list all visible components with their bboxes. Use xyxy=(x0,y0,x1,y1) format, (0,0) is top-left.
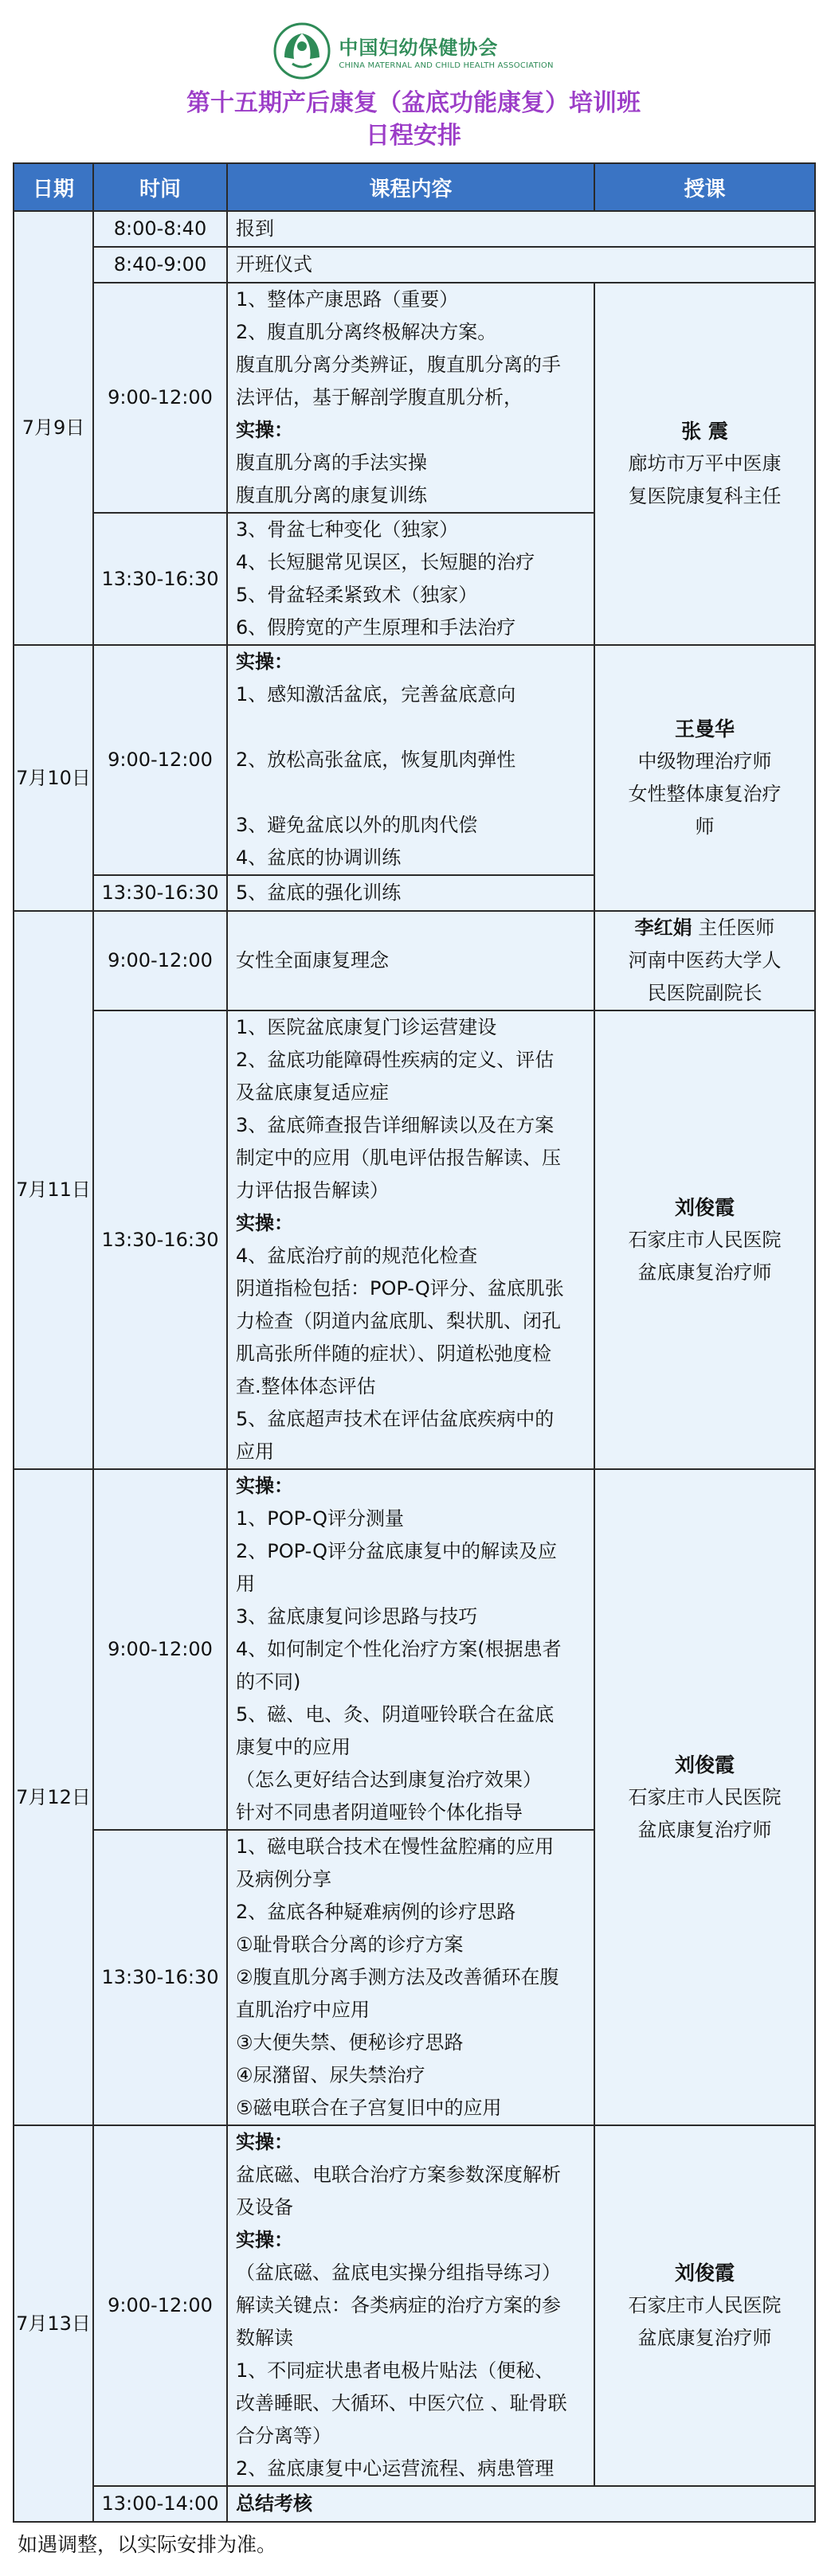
content-spacer xyxy=(236,776,586,809)
time-cell: 9:00-12:00 xyxy=(93,911,227,1010)
content-line: 腹直肌分离分类辨证，腹直肌分离的手 xyxy=(236,354,561,376)
content-line: 解读关键点：各类病症的治疗方案的参 xyxy=(236,2294,561,2316)
course-content xyxy=(227,911,594,1010)
content-line: 3、骨盆七种变化（独家） xyxy=(236,518,459,541)
content-line: 5、磁、电、灸、阴道哑铃联合在盆底 xyxy=(236,1703,555,1726)
content-line: 制定中的应用（肌电评估报告解读、压 xyxy=(236,1147,561,1169)
teacher-affiliation: 廊坊市万平中医康 xyxy=(628,452,782,475)
teacher-cell xyxy=(594,2125,815,2486)
date-cell: 7月12日 xyxy=(14,1469,93,2125)
course-content xyxy=(227,1469,594,1830)
content-line: 实操： xyxy=(236,2131,293,2153)
org-name-en: CHINA MATERNAL AND CHILD HEALTH ASSOCIATION xyxy=(339,61,554,70)
content-line: 总结考核 xyxy=(236,2492,312,2515)
table-row xyxy=(14,2486,815,2522)
time-cell: 13:30-16:30 xyxy=(93,1830,227,2125)
time-cell: 9:00-12:00 xyxy=(93,2125,227,2486)
content-line: 力检查（阴道内盆底肌、梨状肌、闭孔 xyxy=(236,1310,561,1332)
date-cell: 7月10日 xyxy=(14,645,93,911)
header-time: 时间 xyxy=(93,163,227,211)
content-line: ⑤磁电联合在子宫复旧中的应用 xyxy=(236,2097,502,2119)
schedule-table xyxy=(13,162,816,2523)
content-line: 2、盆底各种疑难病例的诊疗思路 xyxy=(236,1901,516,1923)
teacher-name: 王曼华 xyxy=(674,717,735,741)
content-line: ①耻骨联合分离的诊疗方案 xyxy=(236,1933,464,1956)
course-content xyxy=(227,1830,594,2125)
teacher-cell xyxy=(594,911,815,1010)
content-line: 6、假胯宽的产生原理和手法治疗 xyxy=(236,616,516,639)
content-line: ④尿潴留、尿失禁治疗 xyxy=(236,2064,425,2086)
content-line: 1、医院盆底康复门诊运营建设 xyxy=(236,1016,497,1038)
teacher-affiliation: 女性整体康复治疗 xyxy=(628,783,782,805)
content-line: 腹直肌分离的康复训练 xyxy=(236,484,427,506)
table-row xyxy=(14,2125,815,2486)
content-line: 直肌治疗中应用 xyxy=(236,1999,370,2021)
teacher-affiliation: 民医院副院长 xyxy=(647,982,762,1004)
teacher-affiliation: 石家庄市人民医院 xyxy=(628,1785,782,1808)
content-line: 4、长短腿常见误区，长短腿的治疗 xyxy=(236,551,535,573)
course-content xyxy=(227,211,815,247)
org-logo xyxy=(0,22,827,80)
teacher-heading xyxy=(600,912,809,944)
teacher-name: 刘俊霞 xyxy=(674,1753,735,1777)
content-line: （盆底磁、盆底电实操分组指导练习） xyxy=(236,2261,561,2284)
date-cell: 7月13日 xyxy=(14,2125,93,2522)
teacher-affiliation: 河南中医药大学人 xyxy=(628,949,782,971)
content-line: 查.整体体态评估 xyxy=(236,1375,376,1397)
content-line: 法评估，基于解剖学腹直肌分析， xyxy=(236,386,523,408)
table-row xyxy=(14,911,815,1010)
time-cell: 13:30-16:30 xyxy=(93,875,227,911)
content-line: 1、不同症状患者电极片贴法（便秘、 xyxy=(236,2359,555,2382)
content-line: 实操： xyxy=(236,1212,293,1234)
content-line: 4、盆底的协调训练 xyxy=(236,846,402,869)
content-line: 女性全面康复理念 xyxy=(236,949,389,971)
teacher-affiliation: 师 xyxy=(695,815,715,838)
teacher-name: 张 震 xyxy=(681,420,728,443)
content-line: 及盆底康复适应症 xyxy=(236,1081,389,1104)
table-row xyxy=(14,1469,815,1830)
time-cell: 8:00-8:40 xyxy=(93,211,227,247)
content-line: 4、如何制定个性化治疗方案(根据患者 xyxy=(236,1638,562,1660)
teacher-name: 刘俊霞 xyxy=(674,2261,735,2285)
table-row xyxy=(14,247,815,283)
time-cell: 9:00-12:00 xyxy=(93,645,227,875)
course-content xyxy=(227,875,594,911)
content-line: 1、感知激活盆底，完善盆底意向 xyxy=(236,683,516,706)
content-line: 及病例分享 xyxy=(236,1868,331,1890)
time-cell: 13:30-16:30 xyxy=(93,1010,227,1469)
time-cell: 13:30-16:30 xyxy=(93,513,227,645)
content-line: 肌高张所伴随的症状）、阴道松弛度检 xyxy=(236,1343,551,1365)
table-header-row xyxy=(14,163,815,211)
content-line: 5、骨盆轻柔紧致术（独家） xyxy=(236,584,478,606)
content-line: ③大便失禁、便秘诊疗思路 xyxy=(236,2031,464,2054)
course-content xyxy=(227,2125,594,2486)
header-teacher: 授课 xyxy=(594,163,815,211)
content-line: 应用 xyxy=(236,1440,274,1463)
content-line: 报到 xyxy=(236,217,274,240)
content-line: 2、腹直肌分离终极解决方案。 xyxy=(236,321,497,343)
content-line: 改善睡眠、大循环、中医穴位 、耻骨联 xyxy=(236,2392,567,2414)
date-cell: 7月9日 xyxy=(14,211,93,645)
content-line: 阴道指检包括：POP-Q评分、盆底肌张 xyxy=(236,1277,564,1300)
teacher-affiliation: 石家庄市人民医院 xyxy=(628,2294,782,2316)
teacher-affiliation: 盆底康复治疗师 xyxy=(637,1818,772,1841)
content-line: 力评估报告解读） xyxy=(236,1179,389,1202)
course-content xyxy=(227,2486,815,2522)
course-content xyxy=(227,1010,594,1469)
content-line: ②腹直肌分离手测方法及改善循环在腹 xyxy=(236,1966,559,1988)
content-line: 实操： xyxy=(236,1475,293,1497)
course-content xyxy=(227,283,594,513)
content-line: （怎么更好结合达到康复治疗效果） xyxy=(236,1769,542,1791)
table-row xyxy=(14,1010,815,1469)
content-line: 3、盆底康复问诊思路与技巧 xyxy=(236,1605,478,1628)
teacher-title: 主任医师 xyxy=(692,917,775,939)
teacher-affiliation: 石家庄市人民医院 xyxy=(628,1228,782,1251)
header-date: 日期 xyxy=(14,163,93,211)
time-cell: 9:00-12:00 xyxy=(93,283,227,513)
org-name-cn: 中国妇幼保健协会 xyxy=(339,37,499,59)
content-line: 1、POP-Q评分测量 xyxy=(236,1507,405,1530)
teacher-cell xyxy=(594,1010,815,1469)
content-line: 合分离等） xyxy=(236,2425,331,2447)
content-line: 实操： xyxy=(236,2229,293,2251)
teacher-affiliation: 复医院康复科主任 xyxy=(628,485,782,507)
course-content xyxy=(227,247,815,283)
teacher-cell xyxy=(594,1469,815,2125)
content-line: 5、盆底的强化训练 xyxy=(236,881,402,904)
teacher-name: 刘俊霞 xyxy=(674,1195,735,1219)
teacher-name: 李红娟 xyxy=(634,917,692,939)
content-line: 腹直肌分离的手法实操 xyxy=(236,451,427,474)
content-line: 实操： xyxy=(236,419,293,441)
content-line: 实操： xyxy=(236,651,293,673)
teacher-affiliation: 中级物理治疗师 xyxy=(637,750,772,772)
date-cell: 7月11日 xyxy=(14,911,93,1469)
course-content xyxy=(227,645,594,875)
teacher-cell xyxy=(594,645,815,911)
teacher-cell xyxy=(594,283,815,645)
content-line: 4、盆底治疗前的规范化检查 xyxy=(236,1245,478,1267)
page-title: 第十五期产后康复（盆底功能康复）培训班 xyxy=(186,89,641,117)
content-line: 2、盆底功能障碍性疾病的定义、评估 xyxy=(236,1049,555,1071)
page-header xyxy=(0,0,827,155)
table-row xyxy=(14,211,815,247)
content-line: 盆底磁、电联合治疗方案参数深度解析 xyxy=(236,2164,561,2186)
content-line: 数解读 xyxy=(236,2327,293,2349)
page-subtitle: 日程安排 xyxy=(366,122,461,150)
table-row xyxy=(14,283,815,513)
time-cell: 9:00-12:00 xyxy=(93,1469,227,1830)
content-line: 5、盆底超声技术在评估盆底疾病中的 xyxy=(236,1408,555,1430)
content-line: 3、避免盆底以外的肌肉代偿 xyxy=(236,814,478,836)
footer-note: 如遇调整，以实际安排为准。 xyxy=(18,2533,277,2556)
content-line: 2、POP-Q评分盆底康复中的解读及应 xyxy=(236,1540,558,1562)
content-line: 1、整体产康思路（重要） xyxy=(236,288,459,311)
time-cell: 13:00-14:00 xyxy=(93,2486,227,2522)
org-emblem-icon xyxy=(273,22,331,80)
content-line: 用 xyxy=(236,1573,255,1595)
teacher-affiliation: 盆底康复治疗师 xyxy=(637,2327,772,2349)
course-content xyxy=(227,513,594,645)
content-line: 的不同) xyxy=(236,1671,301,1693)
content-line: 康复中的应用 xyxy=(236,1736,351,1758)
content-line: 3、盆底筛查报告详细解读以及在方案 xyxy=(236,1114,555,1136)
schedule-body xyxy=(14,211,815,2522)
content-spacer xyxy=(236,711,586,744)
table-row xyxy=(14,645,815,875)
content-line: 1、磁电联合技术在慢性盆腔痛的应用 xyxy=(236,1835,555,1858)
time-cell: 8:40-9:00 xyxy=(93,247,227,283)
header-content: 课程内容 xyxy=(227,163,594,211)
content-line: 针对不同患者阴道哑铃个体化指导 xyxy=(236,1801,523,1824)
content-line: 2、盆底康复中心运营流程、病患管理 xyxy=(236,2457,555,2480)
content-line: 2、放松高张盆底，恢复肌肉弹性 xyxy=(236,749,516,771)
content-line: 及设备 xyxy=(236,2196,293,2218)
content-line: 开班仪式 xyxy=(236,253,312,276)
teacher-affiliation: 盆底康复治疗师 xyxy=(637,1261,772,1284)
